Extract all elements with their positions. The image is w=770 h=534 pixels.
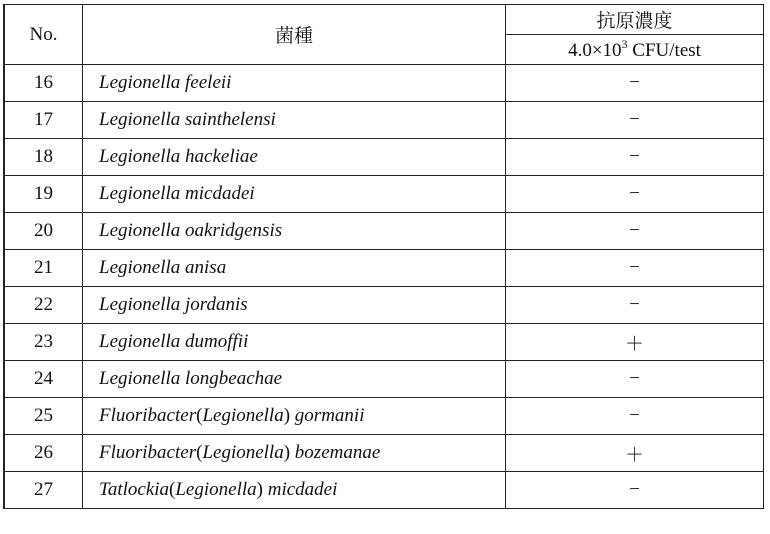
species-genus: Legionella longbeachae: [99, 368, 283, 389]
result-mark: −: [629, 294, 640, 315]
species-name: [83, 361, 506, 398]
result-mark: −: [629, 220, 640, 241]
row-number: 27: [4, 472, 83, 509]
row-number: 16: [4, 65, 83, 102]
species-genus: Legionella hackeliae: [99, 146, 258, 167]
paren-open: (: [196, 405, 203, 426]
species-name: [83, 324, 506, 361]
species-name: [83, 435, 506, 472]
species-name: [83, 250, 506, 287]
result-cell: [506, 176, 764, 213]
result-mark: −: [629, 368, 640, 389]
species-genus: Legionella jordanis: [99, 294, 248, 315]
result-cell: [506, 361, 764, 398]
result-mark: ＋: [624, 444, 644, 466]
header-antigen-concentration: 抗原濃度: [506, 5, 764, 35]
result-cell: [506, 65, 764, 102]
species-genus: Legionella sainthelensi: [99, 109, 276, 130]
species-name: [83, 398, 506, 435]
species-genus: Fluoribacter: [99, 405, 197, 426]
result-cell: [506, 139, 764, 176]
unit-exponent: 3: [621, 37, 628, 51]
table-row: [4, 287, 764, 324]
table-row: [4, 250, 764, 287]
row-number: 18: [4, 139, 83, 176]
paren-close: ): [283, 442, 291, 463]
species-genus: Legionella feeleii: [99, 72, 232, 93]
result-mark: −: [629, 479, 640, 500]
paren-close: ): [283, 405, 291, 426]
result-cell: [506, 287, 764, 324]
species-name: [83, 472, 506, 509]
species-name: [83, 213, 506, 250]
species-epithet: gormanii: [290, 405, 365, 426]
unit-prefix: 4.0×10: [568, 40, 622, 61]
result-cell: [506, 213, 764, 250]
paren-close: ): [256, 479, 263, 500]
header-species: 菌種: [83, 5, 506, 65]
species-name: [83, 176, 506, 213]
species-epithet: micdadei: [262, 479, 338, 500]
result-mark: −: [629, 183, 640, 204]
table-row: [4, 324, 764, 361]
paren-open: (: [169, 479, 176, 500]
row-number: 26: [4, 435, 83, 472]
cross-reactivity-table: [3, 4, 764, 509]
row-number: 22: [4, 287, 83, 324]
result-cell: [506, 398, 764, 435]
species-genus: Legionella anisa: [99, 257, 227, 278]
species-synonym: Legionella: [202, 405, 284, 426]
result-mark: −: [629, 72, 640, 93]
result-cell: [506, 435, 764, 472]
row-number: 20: [4, 213, 83, 250]
table-row: [4, 102, 764, 139]
result-cell: [506, 250, 764, 287]
result-mark: −: [629, 146, 640, 167]
species-name: [83, 139, 506, 176]
table-row: [4, 398, 764, 435]
table-row: [4, 361, 764, 398]
table-body: [4, 65, 764, 509]
row-number: 21: [4, 250, 83, 287]
result-cell: [506, 472, 764, 509]
table-row: [4, 213, 764, 250]
species-name: [83, 65, 506, 102]
result-cell: [506, 324, 764, 361]
header-no: No.: [4, 5, 83, 65]
paren-open: (: [196, 442, 203, 463]
header-unit: [506, 35, 764, 65]
table-row: [4, 176, 764, 213]
species-synonym: Legionella: [175, 479, 257, 500]
species-epithet: bozemanae: [290, 442, 381, 463]
unit-suffix: CFU/test: [627, 40, 701, 61]
species-name: [83, 287, 506, 324]
row-number: 24: [4, 361, 83, 398]
row-number: 23: [4, 324, 83, 361]
table-row: [4, 139, 764, 176]
species-name: [83, 102, 506, 139]
species-synonym: Legionella: [202, 442, 284, 463]
species-genus: Legionella micdadei: [99, 183, 255, 204]
table-row: [4, 435, 764, 472]
result-mark: −: [629, 257, 640, 278]
row-number: 19: [4, 176, 83, 213]
table-row: [4, 65, 764, 102]
result-mark: −: [629, 109, 640, 130]
table-row: [4, 472, 764, 509]
result-cell: [506, 102, 764, 139]
result-mark: −: [629, 405, 640, 426]
species-genus: Tatlockia: [99, 479, 170, 500]
species-genus: Legionella dumoffii: [99, 331, 249, 352]
species-genus: Legionella oakridgensis: [99, 220, 283, 241]
row-number: 25: [4, 398, 83, 435]
row-number: 17: [4, 102, 83, 139]
result-mark: ＋: [624, 333, 644, 355]
species-genus: Fluoribacter: [99, 442, 197, 463]
table-header-row: [4, 5, 764, 35]
